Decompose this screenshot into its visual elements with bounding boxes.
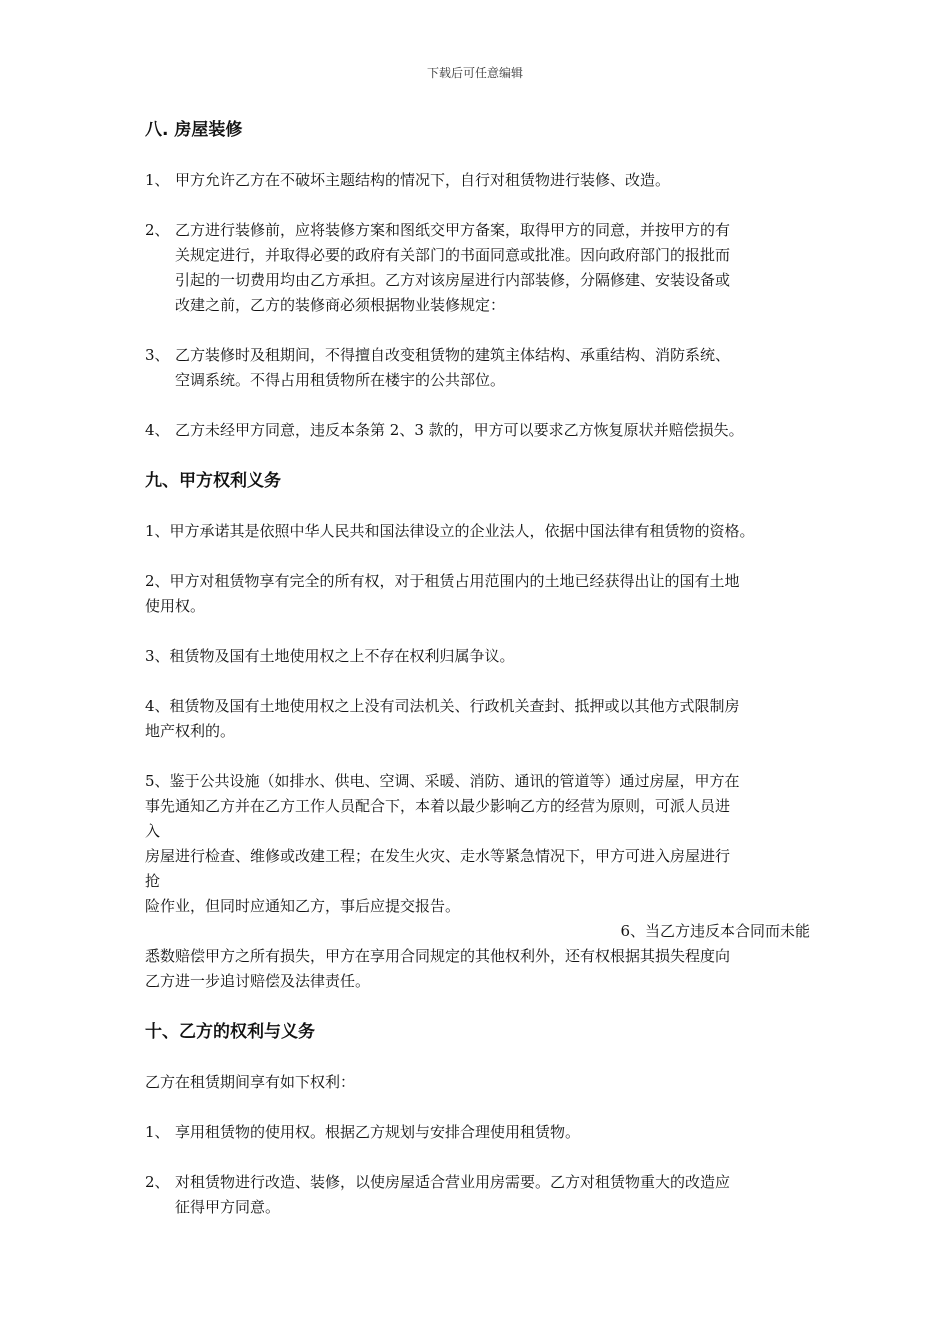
s9-p5-line: 房屋进行检查、维修或改建工程；在发生火灾、走水等紧急情况下，甲方可进入房屋进行	[145, 847, 731, 865]
s10-item-1-line: 享用租赁物的使用权。根据乙方规划与安排合理使用租赁物。	[175, 1123, 581, 1141]
s9-p5-line: 5、鉴于公共设施（如排水、供电、空调、采暖、消防、通讯的管道等）通过房屋，甲方在	[145, 772, 740, 790]
document-body	[145, 118, 810, 1220]
s8-item-2-line: 关规定进行，并取得必要的政府有关部门的书面同意或批准。因向政府部门的报批而	[175, 246, 731, 264]
s8-item-4-line: 乙方未经甲方同意，违反本条第 2、3 款的，甲方可以要求乙方恢复原状并赔偿损失。	[175, 421, 744, 439]
section-8-title: 八. 房屋装修	[145, 120, 243, 140]
s9-p2-line: 2、甲方对租赁物享有完全的所有权，对于租赁占用范围内的土地已经获得出让的国有土地	[145, 572, 740, 590]
s10-item-1	[145, 1120, 810, 1145]
s9-p5-line: 入	[145, 822, 161, 840]
s9-p6-line: 悉数赔偿甲方之所有损失，甲方在享用合同规定的其他权利外，还有权根据其损失程度向	[145, 947, 731, 965]
s8-item-2-line: 乙方进行装修前，应将装修方案和图纸交甲方备案，取得甲方的同意，并按甲方的有	[175, 221, 731, 239]
s8-item-2	[145, 218, 810, 318]
s9-p2-line: 使用权。	[145, 597, 206, 615]
s8-item-2-line: 改建之前，乙方的装修商必须根据物业装修规定：	[175, 296, 506, 314]
s8-item-4	[145, 418, 810, 443]
s8-item-3	[145, 343, 810, 393]
s8-item-2-num: 2、	[145, 221, 170, 239]
s10-intro: 乙方在租赁期间享有如下权利：	[145, 1073, 356, 1091]
s9-p5-line: 抢	[145, 872, 161, 890]
s10-item-2-line: 征得甲方同意。	[175, 1198, 281, 1216]
s9-paragraph-6	[145, 919, 810, 994]
page-header: 下载后可任意编辑	[426, 66, 523, 80]
s9-p4-line: 4、租赁物及国有土地使用权之上没有司法机关、行政机关查封、抵押或以其他方式限制房	[145, 697, 740, 715]
section-9-title: 九、甲方权利义务	[145, 471, 281, 491]
s8-item-4-num: 4、	[145, 421, 170, 439]
s9-p4-line: 地产权利的。	[145, 722, 236, 740]
s9-p5-line: 险作业，但同时应通知乙方，事后应提交报告。	[145, 897, 461, 915]
s8-item-2-line: 引起的一切费用均由乙方承担。乙方对该房屋进行内部装修，分隔修建、安装设备或	[175, 271, 731, 289]
s10-item-2	[145, 1170, 810, 1220]
s9-p6-line: 6、当乙方违反本合同而未能	[620, 922, 810, 940]
s9-paragraph-5	[145, 769, 810, 919]
s8-item-1-line: 甲方允许乙方在不破坏主题结构的情况下，自行对租赁物进行装修、改造。	[175, 171, 671, 189]
s9-paragraph-2	[145, 569, 810, 619]
s9-p5-line: 事先通知乙方并在乙方工作人员配合下，本着以最少影响乙方的经营为原则，可派人员进	[145, 797, 731, 815]
s8-item-3-line: 空调系统。不得占用租赁物所在楼宇的公共部位。	[175, 371, 506, 389]
s9-paragraph-1: 1、甲方承诺其是依照中华人民共和国法律设立的企业法人，依据中国法律有租赁物的资格。	[145, 522, 755, 540]
s8-item-1-num: 1、	[145, 171, 170, 189]
s8-item-3-line: 乙方装修时及租期间，不得擅自改变租赁物的建筑主体结构、承重结构、消防系统、	[175, 346, 731, 364]
s9-paragraph-3: 3、租赁物及国有土地使用权之上不存在权利归属争议。	[145, 647, 515, 665]
section-10-title: 十、乙方的权利与义务	[145, 1022, 315, 1042]
s10-item-2-line: 对租赁物进行改造、装修，以使房屋适合营业用房需要。乙方对租赁物重大的改造应	[175, 1173, 731, 1191]
s9-paragraph-4	[145, 694, 810, 744]
s8-item-3-num: 3、	[145, 346, 170, 364]
s8-item-1	[145, 168, 810, 193]
s10-item-1-num: 1、	[145, 1123, 170, 1141]
s9-p6-line: 乙方进一步追讨赔偿及法律责任。	[145, 972, 371, 990]
s10-item-2-num: 2、	[145, 1173, 170, 1191]
